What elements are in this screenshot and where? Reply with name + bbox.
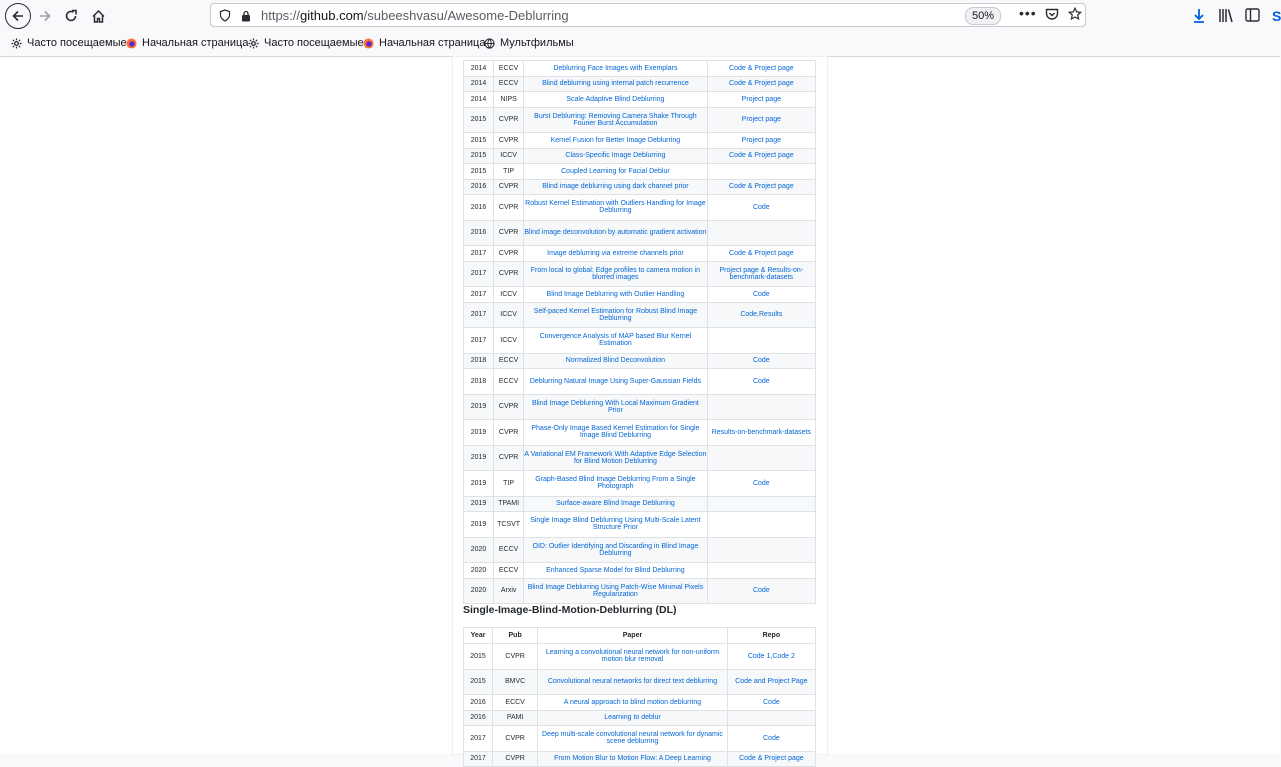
cell-paper[interactable]: Single Image Blind Deblurring Using Multi-Scale Latent Structure Prior xyxy=(524,512,708,538)
cell-repo[interactable]: Results-on-benchmark-datasets xyxy=(707,420,815,446)
back-button[interactable] xyxy=(5,3,31,29)
cell-year: 2019 xyxy=(464,512,494,538)
cell-paper[interactable]: Burst Deblurring: Removing Camera Shake Through Fourier Burst Accumulation xyxy=(524,107,708,133)
bookmark-star-icon[interactable] xyxy=(1068,7,1082,26)
cell-year: 2019 xyxy=(464,445,494,471)
cell-repo[interactable]: Code and Project Page xyxy=(727,669,815,695)
table-header-row xyxy=(464,628,816,644)
cell-paper[interactable]: Learning to deblur xyxy=(538,710,728,726)
readme-content xyxy=(453,57,827,763)
table-row xyxy=(464,726,816,752)
column-header: Repo xyxy=(727,628,815,644)
table-row xyxy=(464,76,816,92)
cell-repo xyxy=(707,164,815,180)
cell-repo[interactable]: Code xyxy=(707,471,815,497)
section-heading: Single-Image-Blind-Motion-Deblurring (DL) xyxy=(463,604,677,616)
cell-year: 2019 xyxy=(464,471,494,497)
bookmark-item[interactable]: Начальная страница xyxy=(126,37,248,49)
column-header: Year xyxy=(464,628,493,644)
table-row xyxy=(464,669,816,695)
cell-year: 2017 xyxy=(464,261,494,287)
cell-pub: ECCV xyxy=(494,61,524,77)
table-row xyxy=(464,537,816,563)
table-row xyxy=(464,107,816,133)
cell-paper[interactable]: A Variational EM Framework With Adaptive Edge Selection for Blind Motion Deblurring xyxy=(524,445,708,471)
cell-paper[interactable]: Class-Specific Image Deblurring xyxy=(524,148,708,164)
home-button[interactable] xyxy=(86,4,110,28)
cell-year: 2020 xyxy=(464,563,494,579)
table-row xyxy=(464,496,816,512)
column-header: Pub xyxy=(493,628,538,644)
table-row xyxy=(464,148,816,164)
table-row xyxy=(464,287,816,303)
browser-toolbar xyxy=(0,0,1280,32)
cell-pub: ICCV xyxy=(494,148,524,164)
cell-paper[interactable]: Coupled Learning for Facial Deblur xyxy=(524,164,708,180)
cell-paper[interactable]: From local to global: Edge profiles to camera motion in blurred images xyxy=(524,261,708,287)
cell-pub: CVPR xyxy=(493,726,538,752)
cell-pub: Arxiv xyxy=(494,578,524,604)
cell-repo[interactable]: Code xyxy=(727,726,815,752)
cell-repo[interactable]: Code xyxy=(707,353,815,369)
table-row xyxy=(464,246,816,262)
table-row xyxy=(464,261,816,287)
cell-pub: TIP xyxy=(494,164,524,180)
cell-pub: CVPR xyxy=(494,420,524,446)
cell-paper[interactable]: Blind deblurring using internal patch recurrence xyxy=(524,76,708,92)
sidebar-icon[interactable] xyxy=(1245,8,1260,27)
reload-icon xyxy=(64,9,78,23)
bookmarks-toolbar xyxy=(0,32,1280,57)
cell-paper[interactable]: Image deblurring via extreme channels prior xyxy=(524,246,708,262)
downloads-icon[interactable] xyxy=(1192,8,1206,29)
cell-year: 2020 xyxy=(464,537,494,563)
cell-repo[interactable]: Code xyxy=(707,287,815,303)
cell-repo[interactable]: Code & Project page xyxy=(707,76,815,92)
cell-paper[interactable]: Convolutional neural networks for direct text deblurring xyxy=(538,669,728,695)
table-row xyxy=(464,353,816,369)
cell-pub: TPAMI xyxy=(494,496,524,512)
cell-paper[interactable]: Scale Adaptive Blind Deblurring xyxy=(524,92,708,108)
cell-pub: ECCV xyxy=(494,369,524,395)
pocket-icon[interactable] xyxy=(1045,8,1059,26)
cell-pub: CVPR xyxy=(494,220,524,246)
cell-paper[interactable]: Deblurring Natural Image Using Super-Gaussian Fields xyxy=(524,369,708,395)
cell-year: 2017 xyxy=(464,751,493,767)
cell-year: 2019 xyxy=(464,420,494,446)
cell-repo[interactable]: Code xyxy=(727,695,815,711)
url-text[interactable]: https://github.com/subeeshvasu/Awesome-Deblurring xyxy=(261,8,569,23)
cell-year: 2017 xyxy=(464,302,494,328)
table-row xyxy=(464,445,816,471)
table-row xyxy=(464,471,816,497)
cell-repo[interactable]: Code & Project page xyxy=(707,61,815,77)
table-row xyxy=(464,61,816,77)
cell-paper[interactable]: Blind Image Deblurring with Outlier Handling xyxy=(524,287,708,303)
cell-repo[interactable]: Code xyxy=(707,578,815,604)
dl-deblurring-table xyxy=(463,627,816,767)
cell-paper[interactable]: Convergence Analysis of MAP based Blur Kernel Estimation xyxy=(524,328,708,354)
cell-pub: BMVC xyxy=(493,669,538,695)
cell-repo[interactable]: Code xyxy=(707,195,815,221)
cell-year: 2016 xyxy=(464,710,493,726)
cell-paper[interactable]: Enhanced Sparse Model for Blind Deblurring xyxy=(524,563,708,579)
table-row xyxy=(464,164,816,180)
cell-pub: CVPR xyxy=(494,445,524,471)
cell-paper[interactable]: Kernel Fusion for Better Image Deblurring xyxy=(524,133,708,149)
cell-paper[interactable]: Blind image deconvolution by automatic gradient activation xyxy=(524,220,708,246)
cell-pub: ECCV xyxy=(494,76,524,92)
cell-pub: NIPS xyxy=(494,92,524,108)
table-row xyxy=(464,179,816,195)
cell-repo[interactable]: Code & Project page xyxy=(707,148,815,164)
cell-pub: ICCV xyxy=(494,287,524,303)
column-header: Paper xyxy=(538,628,728,644)
bookmark-item[interactable]: Часто посещаемые xyxy=(248,37,364,49)
cell-paper[interactable]: Deblurring Face Images with Exemplars xyxy=(524,61,708,77)
cell-paper[interactable]: Blind Image Deblurring Using Patch-Wise Minimal Pixels Regularization xyxy=(524,578,708,604)
cell-pub: CVPR xyxy=(494,195,524,221)
cell-year: 2015 xyxy=(464,644,493,670)
home-icon xyxy=(91,9,106,24)
page-actions-icon[interactable]: ••• xyxy=(1019,5,1037,21)
cell-pub: CVPR xyxy=(494,179,524,195)
cell-year: 2018 xyxy=(464,353,494,369)
cell-paper[interactable]: OID: Outlier Identifying and Discarding in Blind Image Deblurring xyxy=(524,537,708,563)
cell-paper[interactable]: Surface-aware Blind Image Deblurring xyxy=(524,496,708,512)
cell-year: 2016 xyxy=(464,195,494,221)
cell-pub: CVPR xyxy=(494,246,524,262)
cell-year: 2019 xyxy=(464,394,494,420)
cell-pub: ECCV xyxy=(494,537,524,563)
cell-repo[interactable]: Code & Project page xyxy=(707,179,815,195)
cell-repo[interactable]: Project page xyxy=(707,133,815,149)
gear-icon xyxy=(248,38,259,49)
cell-year: 2017 xyxy=(464,287,494,303)
firefox-icon xyxy=(126,38,137,49)
table-row xyxy=(464,394,816,420)
cell-pub: CVPR xyxy=(494,261,524,287)
table-row xyxy=(464,644,816,670)
cell-year: 2014 xyxy=(464,76,494,92)
cell-repo xyxy=(707,328,815,354)
gear-icon xyxy=(11,38,22,49)
cell-repo[interactable]: Code & Project page xyxy=(727,751,815,767)
cell-pub: ECCV xyxy=(494,563,524,579)
cell-year: 2017 xyxy=(464,246,494,262)
table-row xyxy=(464,220,816,246)
url-bar[interactable] xyxy=(210,3,1086,27)
table-row xyxy=(464,420,816,446)
cell-paper[interactable]: Blind Image Deblurring With Local Maximum Gradient Prior xyxy=(524,394,708,420)
cell-repo[interactable]: Project page xyxy=(707,92,815,108)
table-row xyxy=(464,92,816,108)
cell-pub: PAMI xyxy=(493,710,538,726)
cell-repo xyxy=(707,445,815,471)
cell-pub: CVPR xyxy=(493,644,538,670)
cell-year: 2015 xyxy=(464,669,493,695)
cell-paper[interactable]: Robust Kernel Estimation with Outliers Handling for Image Deblurring xyxy=(524,195,708,221)
cell-repo xyxy=(707,496,815,512)
cell-repo xyxy=(707,394,815,420)
cell-pub: ICCV xyxy=(494,328,524,354)
cell-year: 2016 xyxy=(464,695,493,711)
cell-repo[interactable]: Code 1,Code 2 xyxy=(727,644,815,670)
cell-pub: CVPR xyxy=(494,133,524,149)
cell-pub: CVPR xyxy=(494,394,524,420)
cell-pub: CVPR xyxy=(493,751,538,767)
reload-button[interactable] xyxy=(59,4,83,28)
cell-paper[interactable]: Self-paced Kernel Estimation for Robust Blind Image Deblurring xyxy=(524,302,708,328)
cell-repo xyxy=(707,537,815,563)
cell-paper[interactable]: Normalized Blind Deconvolution xyxy=(524,353,708,369)
cell-year: 2014 xyxy=(464,61,494,77)
cell-repo[interactable]: Project page xyxy=(707,107,815,133)
shield-icon[interactable] xyxy=(219,9,231,27)
zoom-indicator[interactable]: 50% xyxy=(965,7,1001,25)
cell-repo xyxy=(707,563,815,579)
table-row xyxy=(464,751,816,767)
table-row xyxy=(464,369,816,395)
cell-paper[interactable]: Deep multi-scale convolutional neural network for dynamic scene deblurring xyxy=(538,726,728,752)
cell-repo[interactable]: Code & Project page xyxy=(707,246,815,262)
cell-year: 2014 xyxy=(464,92,494,108)
cell-paper[interactable]: A neural approach to blind motion deblurring xyxy=(538,695,728,711)
cell-year: 2016 xyxy=(464,220,494,246)
cell-year: 2019 xyxy=(464,496,494,512)
bookmark-item[interactable]: Начальная страница xyxy=(363,37,485,49)
cell-repo xyxy=(727,710,815,726)
page-viewport xyxy=(0,57,1280,763)
cell-year: 2017 xyxy=(464,726,493,752)
library-icon[interactable] xyxy=(1218,8,1234,28)
cell-pub: CVPR xyxy=(494,107,524,133)
firefox-icon xyxy=(363,38,374,49)
cell-repo[interactable]: Code,Results xyxy=(707,302,815,328)
table-row xyxy=(464,578,816,604)
cell-year: 2016 xyxy=(464,179,494,195)
table-row xyxy=(464,695,816,711)
cell-pub: ECCV xyxy=(494,353,524,369)
cell-repo[interactable]: Code xyxy=(707,369,815,395)
forward-button[interactable] xyxy=(33,4,57,28)
cell-paper[interactable]: From Motion Blur to Motion Flow: A Deep Learning xyxy=(538,751,728,767)
cell-year: 2015 xyxy=(464,133,494,149)
bookmark-item[interactable]: Мультфильмы xyxy=(484,37,574,49)
cell-paper[interactable]: Blind image deblurring using dark channel prior xyxy=(524,179,708,195)
globe-icon xyxy=(484,38,495,49)
table-row xyxy=(464,710,816,726)
cell-paper[interactable]: Phase-Only Image Based Kernel Estimation for Single Image Blind Deblurring xyxy=(524,420,708,446)
bookmark-item[interactable]: Часто посещаемые xyxy=(11,37,127,49)
cell-year: 2020 xyxy=(464,578,494,604)
cell-year: 2015 xyxy=(464,107,494,133)
cell-pub: TIP xyxy=(494,471,524,497)
table-row xyxy=(464,328,816,354)
cell-paper[interactable]: Learning a convolutional neural network for non-uniform motion blur removal xyxy=(538,644,728,670)
arrow-left-icon xyxy=(11,9,25,23)
table-row xyxy=(464,512,816,538)
cell-pub: ICCV xyxy=(494,302,524,328)
arrow-right-icon xyxy=(38,9,52,23)
cell-pub: ECCV xyxy=(493,695,538,711)
lock-icon[interactable] xyxy=(241,9,251,27)
cell-paper[interactable]: Graph-Based Blind Image Deblurring From a Single Photograph xyxy=(524,471,708,497)
cell-repo[interactable]: Project page & Results-on-benchmark-datasets xyxy=(707,261,815,287)
cell-repo xyxy=(707,512,815,538)
cell-year: 2015 xyxy=(464,148,494,164)
cell-year: 2017 xyxy=(464,328,494,354)
table-row xyxy=(464,133,816,149)
blind-deblurring-table xyxy=(463,60,816,604)
cell-pub: TCSVT xyxy=(494,512,524,538)
cell-year: 2015 xyxy=(464,164,494,180)
table-row xyxy=(464,195,816,221)
extension-icon[interactable]: S xyxy=(1272,8,1281,24)
cell-year: 2018 xyxy=(464,369,494,395)
table-row xyxy=(464,302,816,328)
table-row xyxy=(464,563,816,579)
cell-repo xyxy=(707,220,815,246)
